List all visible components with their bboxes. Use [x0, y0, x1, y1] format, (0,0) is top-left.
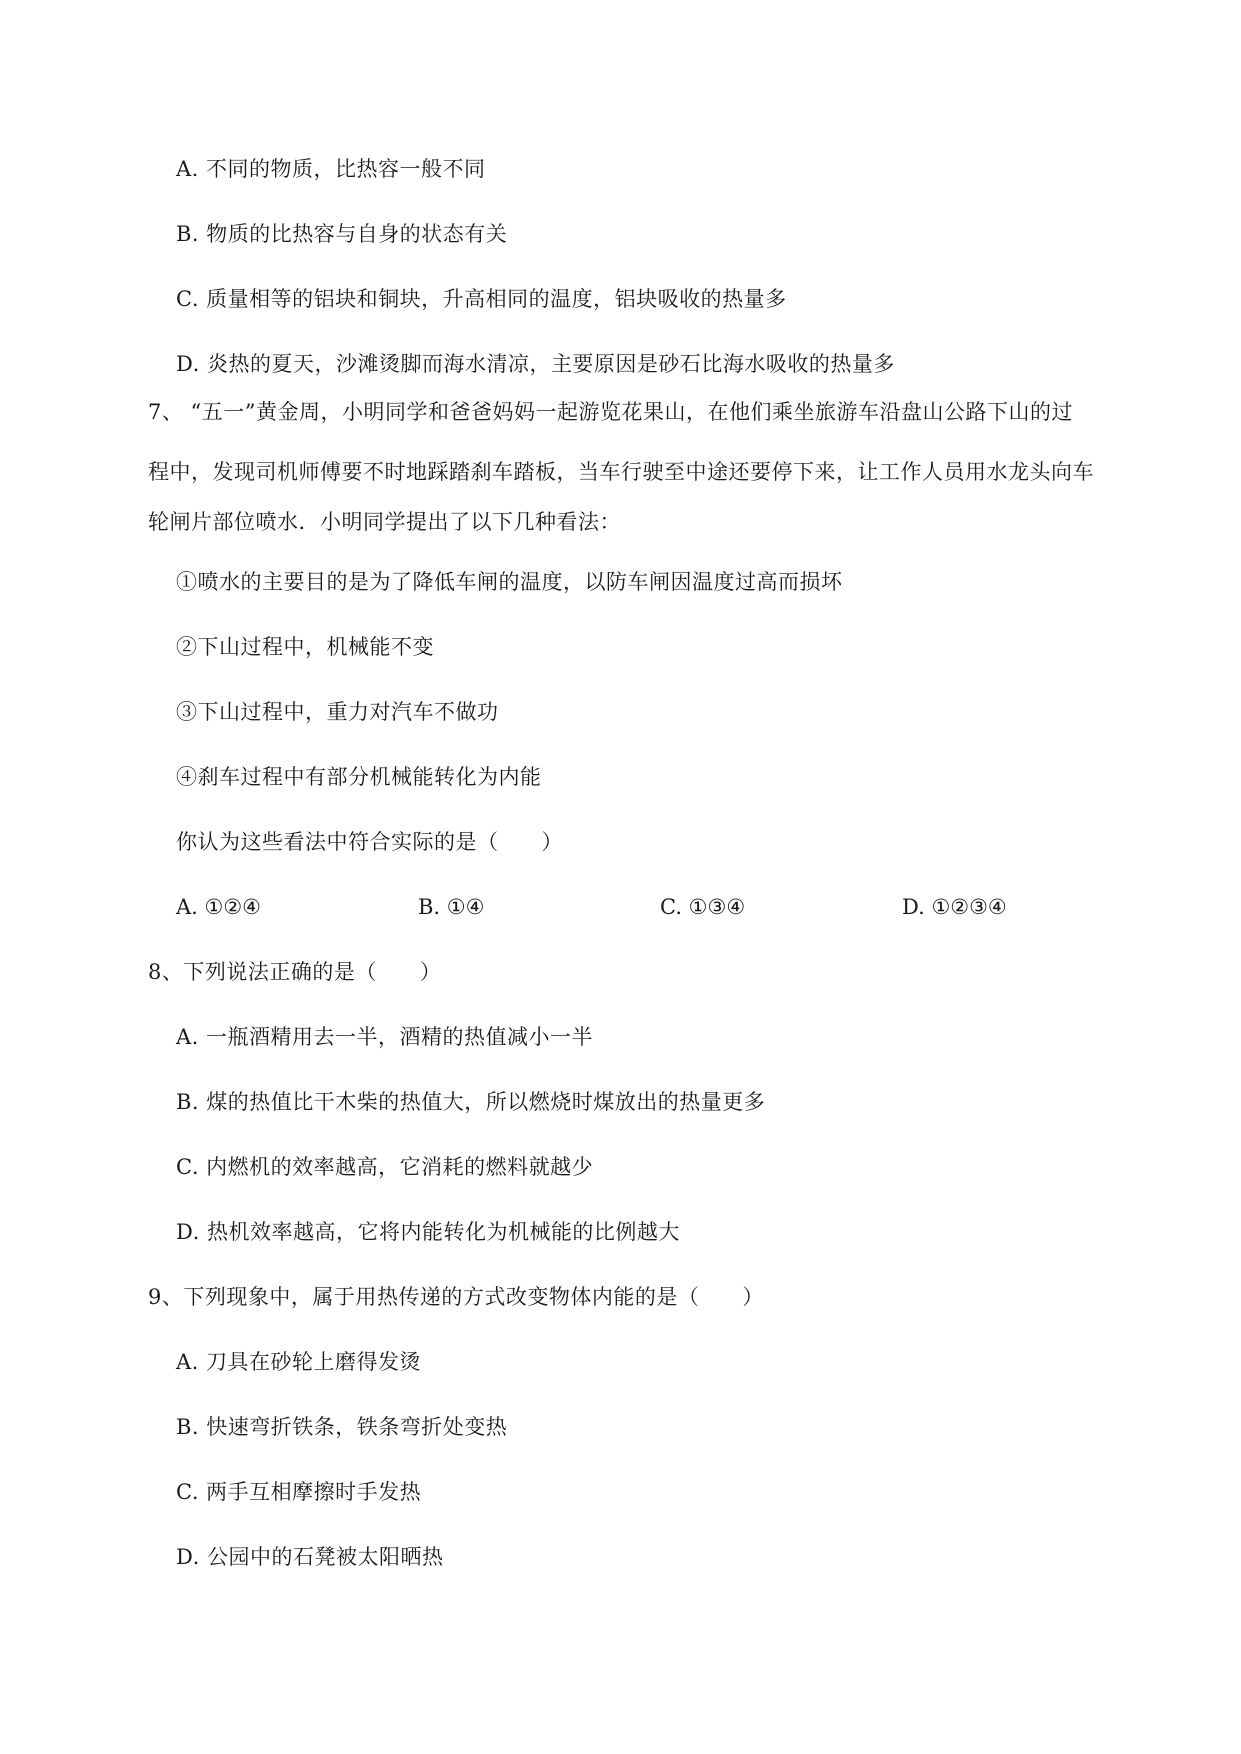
- q8-option-a: A. 一瓶酒精用去一半，酒精的热值减小一半: [176, 1025, 594, 1049]
- q8-option-b: B. 煤的热值比干木柴的热值大，所以燃烧时煤放出的热量更多: [176, 1090, 766, 1114]
- q8-option-d: D. 热机效率越高，它将内能转化为机械能的比例越大: [176, 1220, 680, 1244]
- q7-statement-4: ④刹车过程中有部分机械能转化为内能: [176, 765, 542, 789]
- q7-option-b: B. ①④: [418, 895, 485, 919]
- q7-question-line-2: 程中，发现司机师傅要不时地踩踏刹车踏板，当车行驶至中途还要停下来，让工作人员用水龙头向车: [148, 460, 1094, 484]
- q7-options-row: [176, 892, 1076, 924]
- q9-option-b: B. 快速弯折铁条，铁条弯折处变热: [176, 1415, 508, 1439]
- q9-option-a: A. 刀具在砂轮上磨得发烫: [176, 1350, 422, 1374]
- q6-option-d: D. 炎热的夏天，沙滩烫脚而海水清凉，主要原因是砂石比海水吸收的热量多: [176, 352, 895, 376]
- q7-prompt: 你认为这些看法中符合实际的是（ ）: [176, 830, 563, 854]
- q9-question: 9、下列现象中，属于用热传递的方式改变物体内能的是（ ）: [148, 1285, 764, 1309]
- q6-option-a: A. 不同的物质，比热容一般不同: [176, 157, 486, 181]
- q7-statement-2: ②下山过程中，机械能不变: [176, 635, 434, 659]
- q9-option-d: D. 公园中的石凳被太阳晒热: [176, 1545, 444, 1569]
- q9-option-c: C. 两手互相摩擦时手发热: [176, 1480, 422, 1504]
- q7-statement-1: ①喷水的主要目的是为了降低车闸的温度，以防车闸因温度过高而损坏: [176, 570, 843, 594]
- q8-question: 8、下列说法正确的是（ ）: [148, 960, 442, 984]
- q7-option-c: C. ①③④: [660, 895, 746, 919]
- q6-option-c: C. 质量相等的铝块和铜块，升高相同的温度，铝块吸收的热量多: [176, 287, 787, 311]
- q7-option-d: D. ①②③④: [902, 895, 1007, 919]
- q7-option-a: A. ①②④: [176, 895, 261, 919]
- q8-option-c: C. 内燃机的效率越高，它消耗的燃料就越少: [176, 1155, 594, 1179]
- q7-question-line-1: 7、 “五一”黄金周，小明同学和爸爸妈妈一起游览花果山，在他们乘坐旅游车沿盘山公路下山的过: [148, 400, 1074, 424]
- q7-question-line-3: 轮闸片部位喷水．小明同学提出了以下几种看法：: [148, 510, 621, 534]
- q7-statement-3: ③下山过程中，重力对汽车不做功: [176, 700, 499, 724]
- q6-option-b: B. 物质的比热容与自身的状态有关: [176, 222, 508, 246]
